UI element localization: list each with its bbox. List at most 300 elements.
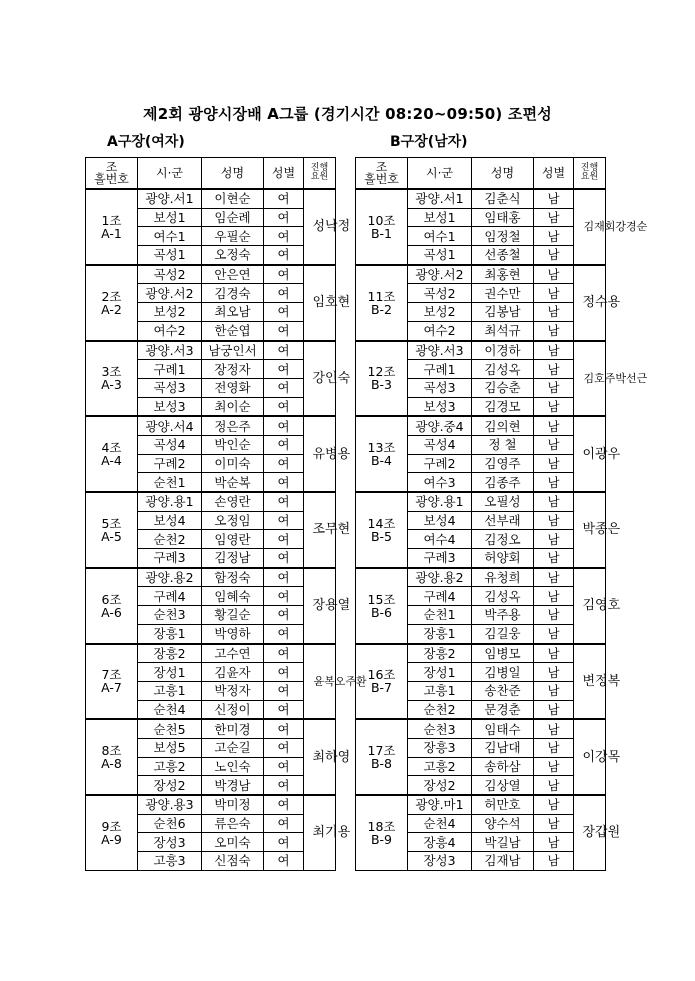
player-gender: 남 xyxy=(534,795,574,814)
player-name: 김정남 xyxy=(202,549,264,568)
header-referee: 진행 요원 xyxy=(304,158,336,190)
player-name: 허만호 xyxy=(472,795,534,814)
table-row xyxy=(86,644,336,663)
table-header-row xyxy=(86,158,336,190)
player-city: 순천3 xyxy=(408,719,472,738)
player-gender: 여 xyxy=(264,549,304,568)
player-name: 장정자 xyxy=(202,360,264,379)
player-gender: 여 xyxy=(264,663,304,682)
referee-name: 정수용 xyxy=(582,295,621,311)
court-b-table xyxy=(355,157,648,871)
player-name: 박경남 xyxy=(202,776,264,795)
player-city: 장성3 xyxy=(408,852,472,871)
group-number: 4조 xyxy=(101,440,122,456)
player-name: 김춘식 xyxy=(472,189,534,208)
player-name: 박미정 xyxy=(202,795,264,814)
referee-name: 장갑원 xyxy=(582,825,621,841)
player-gender: 남 xyxy=(534,397,574,416)
player-gender: 여 xyxy=(264,284,304,303)
player-name: 오정숙 xyxy=(202,246,264,265)
player-gender: 남 xyxy=(534,568,574,587)
player-name: 안은연 xyxy=(202,265,264,284)
player-name: 임태홍 xyxy=(472,208,534,227)
player-gender: 남 xyxy=(534,284,574,303)
hole-number: A-1 xyxy=(101,225,122,241)
player-name: 정 철 xyxy=(472,435,534,454)
player-name: 고수연 xyxy=(202,644,264,663)
table-row xyxy=(356,644,606,663)
referee-cell xyxy=(304,795,351,870)
player-gender: 남 xyxy=(534,852,574,871)
player-gender: 남 xyxy=(534,644,574,663)
player-name: 허양회 xyxy=(472,549,534,568)
player-city: 보성3 xyxy=(408,397,472,416)
player-gender: 여 xyxy=(264,189,304,208)
group-cell xyxy=(356,265,408,341)
player-gender: 여 xyxy=(264,776,304,795)
group-cell xyxy=(86,341,138,417)
player-gender: 여 xyxy=(264,492,304,511)
player-gender: 여 xyxy=(264,738,304,757)
player-city: 장흥3 xyxy=(408,738,472,757)
referee-cell xyxy=(574,719,621,795)
player-gender: 남 xyxy=(534,757,574,776)
player-name: 고순길 xyxy=(202,738,264,757)
referee-cell xyxy=(574,265,621,341)
referee-name: 임호현 xyxy=(312,295,351,311)
table-row xyxy=(86,795,336,814)
hole-number: B-5 xyxy=(370,528,393,544)
referee-name: 박종은 xyxy=(582,522,621,538)
player-name: 박정자 xyxy=(202,681,264,700)
player-gender: 여 xyxy=(264,435,304,454)
player-city: 구례2 xyxy=(408,454,472,473)
player-name: 최오남 xyxy=(202,303,264,322)
player-name: 최이순 xyxy=(202,397,264,416)
player-gender: 여 xyxy=(264,454,304,473)
player-city: 여수3 xyxy=(408,473,472,492)
player-name: 선부래 xyxy=(472,511,534,530)
table-row xyxy=(356,492,606,511)
group-number: 14조 xyxy=(367,515,396,531)
player-name: 김상열 xyxy=(472,776,534,795)
header-group-hole: 조 홀번호 xyxy=(356,158,408,190)
group-number: 6조 xyxy=(101,591,122,607)
player-city: 광양.서1 xyxy=(408,189,472,208)
player-name: 김경모 xyxy=(472,397,534,416)
header-gender: 성별 xyxy=(264,158,304,190)
player-city: 광양.서1 xyxy=(138,189,202,208)
player-gender: 남 xyxy=(534,549,574,568)
group-cell xyxy=(356,568,408,644)
player-gender: 남 xyxy=(534,416,574,435)
table-row xyxy=(356,265,606,284)
player-name: 한미경 xyxy=(202,719,264,738)
player-name: 김승춘 xyxy=(472,378,534,397)
player-city: 구례4 xyxy=(138,587,202,606)
hole-number: A-5 xyxy=(101,528,122,544)
player-city: 순천1 xyxy=(408,606,472,625)
referee-cell xyxy=(574,492,621,568)
player-name: 황길순 xyxy=(202,606,264,625)
referee-cell xyxy=(304,568,351,644)
player-gender: 남 xyxy=(534,246,574,265)
group-number: 5조 xyxy=(101,515,122,531)
player-gender: 여 xyxy=(264,681,304,700)
player-name: 우필순 xyxy=(202,227,264,246)
table-row xyxy=(86,416,336,435)
player-gender: 남 xyxy=(534,530,574,549)
player-city: 곡성4 xyxy=(138,435,202,454)
player-city: 곡성3 xyxy=(138,378,202,397)
header-name: 성명 xyxy=(202,158,264,190)
group-cell xyxy=(356,644,408,720)
player-name: 손영란 xyxy=(202,492,264,511)
hole-number: A-8 xyxy=(101,756,122,772)
player-name: 박길남 xyxy=(472,833,534,852)
table-row xyxy=(356,795,606,814)
player-city: 광양.마1 xyxy=(408,795,472,814)
player-gender: 여 xyxy=(264,700,304,719)
referee-cell xyxy=(574,795,621,870)
table-row xyxy=(86,492,336,511)
player-gender: 남 xyxy=(534,435,574,454)
player-city: 순천4 xyxy=(138,700,202,719)
hole-number: B-6 xyxy=(370,604,393,620)
referee-cell xyxy=(574,189,648,265)
group-number: 3조 xyxy=(101,364,122,380)
player-gender: 여 xyxy=(264,568,304,587)
player-name: 권수만 xyxy=(472,284,534,303)
player-gender: 여 xyxy=(264,852,304,871)
referee-cell xyxy=(304,492,351,568)
player-gender: 여 xyxy=(264,624,304,643)
player-name: 박순복 xyxy=(202,473,264,492)
player-city: 장흥4 xyxy=(408,833,472,852)
player-name: 최석규 xyxy=(472,321,534,340)
referee-cell xyxy=(574,644,621,720)
player-gender: 여 xyxy=(264,416,304,435)
player-city: 보성2 xyxy=(408,303,472,322)
player-name: 이경하 xyxy=(472,341,534,360)
table-row xyxy=(356,341,606,360)
player-city: 곡성3 xyxy=(408,378,472,397)
table-header-row xyxy=(356,158,606,190)
group-cell xyxy=(356,795,408,870)
player-city: 곡성1 xyxy=(408,246,472,265)
player-name: 송하삼 xyxy=(472,757,534,776)
player-name: 이미숙 xyxy=(202,454,264,473)
player-name: 김재남 xyxy=(472,852,534,871)
player-gender: 여 xyxy=(264,795,304,814)
player-name: 김영주 xyxy=(472,454,534,473)
player-city: 장흥2 xyxy=(408,644,472,663)
player-city: 장흥2 xyxy=(138,644,202,663)
player-gender: 남 xyxy=(534,511,574,530)
player-city: 구례3 xyxy=(138,549,202,568)
player-city: 순천3 xyxy=(138,606,202,625)
player-city: 순천4 xyxy=(408,814,472,833)
player-name: 임영란 xyxy=(202,530,264,549)
player-name: 김성옥 xyxy=(472,587,534,606)
page-title: 제2회 광양시장배 A그룹 (경기시간 08:20~09:50) 조편성 xyxy=(143,105,552,123)
player-name: 박인순 xyxy=(202,435,264,454)
header-referee: 진행 요원 xyxy=(574,158,606,190)
player-gender: 남 xyxy=(534,700,574,719)
header-gender: 성별 xyxy=(534,158,574,190)
table-row xyxy=(86,265,336,284)
player-name: 신점숙 xyxy=(202,852,264,871)
player-gender: 남 xyxy=(534,492,574,511)
player-city: 광양.용1 xyxy=(408,492,472,511)
group-cell xyxy=(86,416,138,492)
player-city: 순천6 xyxy=(138,814,202,833)
player-gender: 여 xyxy=(264,378,304,397)
player-city: 장성1 xyxy=(138,663,202,682)
player-name: 임혜숙 xyxy=(202,587,264,606)
player-gender: 여 xyxy=(264,530,304,549)
player-gender: 남 xyxy=(534,265,574,284)
table-row xyxy=(356,568,606,587)
referee-name: 이강목 xyxy=(582,749,621,765)
group-number: 9조 xyxy=(101,818,122,834)
player-name: 신정이 xyxy=(202,700,264,719)
player-name: 임태수 xyxy=(472,719,534,738)
player-name: 김윤자 xyxy=(202,663,264,682)
player-city: 곡성1 xyxy=(138,246,202,265)
referee-cell xyxy=(574,568,621,644)
player-city: 광양.서3 xyxy=(408,341,472,360)
player-city: 장성2 xyxy=(138,776,202,795)
group-cell xyxy=(356,189,408,265)
player-gender: 남 xyxy=(534,624,574,643)
group-number: 18조 xyxy=(367,818,396,834)
referee-name: 이광우 xyxy=(582,446,621,462)
player-gender: 여 xyxy=(264,511,304,530)
referee-cell xyxy=(304,265,351,341)
player-city: 보성4 xyxy=(138,511,202,530)
group-number: 12조 xyxy=(367,364,396,380)
hole-number: B-9 xyxy=(370,831,393,847)
player-gender: 여 xyxy=(264,246,304,265)
player-city: 광양.서2 xyxy=(408,265,472,284)
player-gender: 남 xyxy=(534,587,574,606)
player-gender: 남 xyxy=(534,738,574,757)
group-cell xyxy=(356,719,408,795)
player-city: 고흥1 xyxy=(138,681,202,700)
player-city: 보성3 xyxy=(138,397,202,416)
player-gender: 여 xyxy=(264,833,304,852)
player-city: 광양.서2 xyxy=(138,284,202,303)
table-row xyxy=(356,189,606,208)
player-city: 고흥3 xyxy=(138,852,202,871)
group-cell xyxy=(86,644,138,720)
player-city: 여수2 xyxy=(408,321,472,340)
header-name: 성명 xyxy=(472,158,534,190)
referee-name: 김영호 xyxy=(582,598,621,614)
player-gender: 여 xyxy=(264,265,304,284)
referee-cell xyxy=(304,189,351,265)
player-name: 선종철 xyxy=(472,246,534,265)
referee-cell xyxy=(304,644,367,720)
player-name: 임정철 xyxy=(472,227,534,246)
player-city: 광양.중4 xyxy=(408,416,472,435)
header-city: 시·군 xyxy=(138,158,202,190)
player-name: 김경숙 xyxy=(202,284,264,303)
player-city: 광양.서4 xyxy=(138,416,202,435)
referee-cell xyxy=(574,341,648,417)
player-city: 곡성4 xyxy=(408,435,472,454)
player-city: 고흥2 xyxy=(138,757,202,776)
player-city: 구례3 xyxy=(408,549,472,568)
player-city: 보성1 xyxy=(138,208,202,227)
hole-number: A-6 xyxy=(101,604,122,620)
player-city: 고흥1 xyxy=(408,681,472,700)
player-name: 김종주 xyxy=(472,473,534,492)
player-gender: 남 xyxy=(534,454,574,473)
player-gender: 남 xyxy=(534,378,574,397)
player-gender: 여 xyxy=(264,208,304,227)
player-name: 오정임 xyxy=(202,511,264,530)
hole-number: B-3 xyxy=(370,377,393,393)
player-gender: 남 xyxy=(534,681,574,700)
referee-name: 최하영 xyxy=(312,749,351,765)
player-city: 구례1 xyxy=(138,360,202,379)
hole-number: B-4 xyxy=(370,453,393,469)
player-name: 박주용 xyxy=(472,606,534,625)
player-gender: 남 xyxy=(534,208,574,227)
player-name: 김성옥 xyxy=(472,360,534,379)
referee-name: 유병용 xyxy=(312,446,351,462)
player-name: 김정오 xyxy=(472,530,534,549)
player-city: 곡성2 xyxy=(138,265,202,284)
player-gender: 남 xyxy=(534,473,574,492)
player-name: 류은숙 xyxy=(202,814,264,833)
player-city: 곡성2 xyxy=(408,284,472,303)
player-city: 고흥2 xyxy=(408,757,472,776)
player-city: 보성1 xyxy=(408,208,472,227)
court-b-label: B구장(남자) xyxy=(390,134,468,150)
player-name: 김의현 xyxy=(472,416,534,435)
referee-name: 성낙정 xyxy=(312,219,351,235)
group-number: 16조 xyxy=(367,667,396,683)
player-name: 오미숙 xyxy=(202,833,264,852)
player-name: 노인숙 xyxy=(202,757,264,776)
player-gender: 남 xyxy=(534,606,574,625)
player-name: 김길웅 xyxy=(472,624,534,643)
group-cell xyxy=(86,719,138,795)
player-city: 광양.서3 xyxy=(138,341,202,360)
player-city: 광양.용1 xyxy=(138,492,202,511)
player-name: 한순엽 xyxy=(202,321,264,340)
player-name: 김병일 xyxy=(472,663,534,682)
hole-number: B-7 xyxy=(370,680,393,696)
player-name: 정은주 xyxy=(202,416,264,435)
player-city: 장흥1 xyxy=(138,624,202,643)
referee-cell xyxy=(304,341,351,417)
group-number: 10조 xyxy=(367,212,396,228)
referee-cell xyxy=(304,416,351,492)
header-city: 시·군 xyxy=(408,158,472,190)
player-name: 전영화 xyxy=(202,378,264,397)
referee-name: 김재회강경순 xyxy=(583,220,648,234)
player-gender: 남 xyxy=(534,341,574,360)
player-city: 순천5 xyxy=(138,719,202,738)
referee-name: 장용열 xyxy=(312,598,351,614)
group-number: 1조 xyxy=(101,212,122,228)
group-cell xyxy=(86,492,138,568)
player-name: 유청희 xyxy=(472,568,534,587)
hole-number: B-2 xyxy=(370,301,393,317)
player-city: 여수2 xyxy=(138,321,202,340)
player-name: 송찬준 xyxy=(472,681,534,700)
hole-number: A-9 xyxy=(101,831,122,847)
court-a-label: A구장(여자) xyxy=(107,134,185,150)
player-name: 김남대 xyxy=(472,738,534,757)
player-name: 이현순 xyxy=(202,189,264,208)
player-name: 오필성 xyxy=(472,492,534,511)
group-cell xyxy=(86,795,138,870)
hole-number: A-4 xyxy=(101,453,122,469)
table-row xyxy=(356,416,606,435)
table-row xyxy=(356,719,606,738)
player-gender: 남 xyxy=(534,321,574,340)
group-cell xyxy=(356,341,408,417)
player-city: 보성2 xyxy=(138,303,202,322)
table-row xyxy=(86,719,336,738)
player-gender: 남 xyxy=(534,360,574,379)
referee-name: 김호주박선근 xyxy=(583,371,648,385)
referee-name: 조무현 xyxy=(312,522,351,538)
hole-number: B-8 xyxy=(370,756,393,772)
referee-name: 최기용 xyxy=(312,825,351,841)
player-gender: 남 xyxy=(534,776,574,795)
header-group-hole: 조 홀번호 xyxy=(86,158,138,190)
player-name: 함정숙 xyxy=(202,568,264,587)
player-city: 장성3 xyxy=(138,833,202,852)
player-city: 보성5 xyxy=(138,738,202,757)
player-name: 남궁인서 xyxy=(202,341,264,360)
player-city: 여수1 xyxy=(408,227,472,246)
group-number: 7조 xyxy=(101,667,122,683)
player-city: 여수4 xyxy=(408,530,472,549)
player-gender: 남 xyxy=(534,189,574,208)
group-cell xyxy=(356,416,408,492)
player-city: 장성1 xyxy=(408,663,472,682)
player-name: 최홍현 xyxy=(472,265,534,284)
group-number: 2조 xyxy=(101,288,122,304)
referee-name: 변정복 xyxy=(582,673,621,689)
player-gender: 남 xyxy=(534,833,574,852)
player-name: 임병모 xyxy=(472,644,534,663)
hole-number: A-7 xyxy=(101,680,122,696)
player-gender: 여 xyxy=(264,719,304,738)
hole-number: A-3 xyxy=(101,377,122,393)
player-gender: 여 xyxy=(264,321,304,340)
table-row xyxy=(86,189,336,208)
player-city: 보성4 xyxy=(408,511,472,530)
player-city: 구례4 xyxy=(408,587,472,606)
player-gender: 여 xyxy=(264,303,304,322)
player-gender: 남 xyxy=(534,303,574,322)
player-gender: 여 xyxy=(264,644,304,663)
group-number: 8조 xyxy=(101,743,122,759)
referee-name: 강인숙 xyxy=(312,370,351,386)
player-gender: 남 xyxy=(534,227,574,246)
player-gender: 여 xyxy=(264,227,304,246)
group-cell xyxy=(86,568,138,644)
player-city: 순천1 xyxy=(138,473,202,492)
